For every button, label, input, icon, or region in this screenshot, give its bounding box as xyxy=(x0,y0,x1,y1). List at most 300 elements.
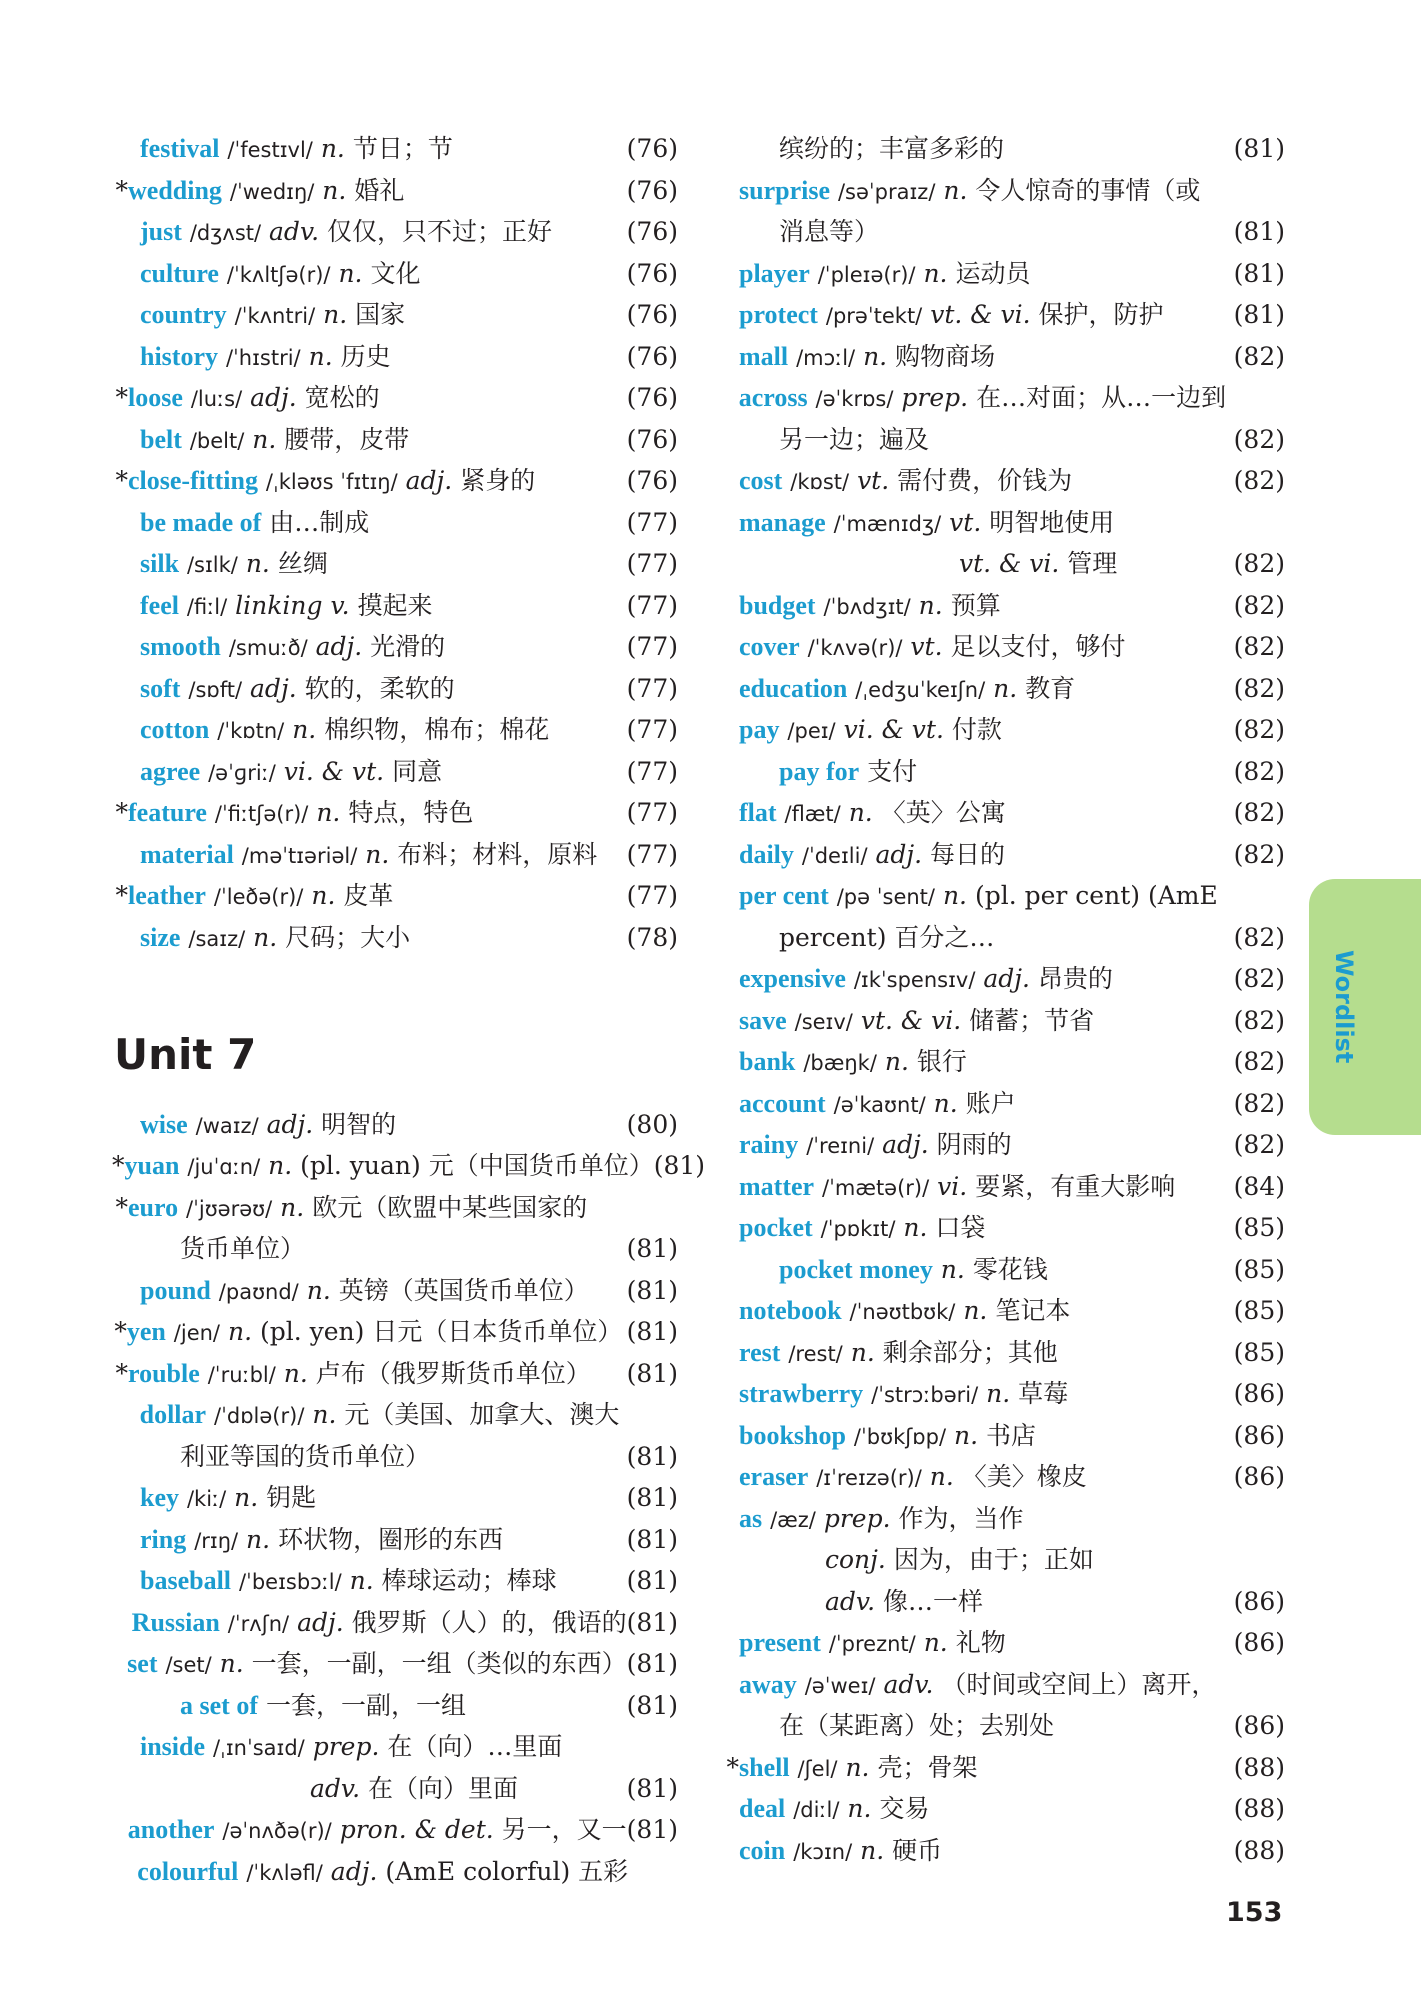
definition: 足以支付，够付 xyxy=(950,632,1126,661)
headword: account xyxy=(739,1088,826,1118)
part-of-speech: n. xyxy=(847,1794,872,1823)
page-reference: (81) xyxy=(653,1151,706,1180)
page-reference: (85) xyxy=(1233,1213,1285,1242)
headword: eraser xyxy=(739,1462,809,1491)
headword: agree xyxy=(140,756,201,786)
page-reference: (76) xyxy=(626,217,678,246)
headword: daily xyxy=(739,839,794,869)
wordlist-entry xyxy=(723,1000,1285,1042)
definition: 环状物，圈形的东西 xyxy=(278,1524,504,1554)
definition: 付款 xyxy=(951,715,1002,744)
part-of-speech: n. xyxy=(292,715,317,744)
headword: another xyxy=(127,1815,215,1844)
page-reference: (81) xyxy=(1233,258,1285,288)
pronunciation: /seɪv/ xyxy=(794,1009,853,1034)
entry-body xyxy=(128,1685,618,1727)
pronunciation: /ʃel/ xyxy=(797,1756,838,1781)
entry-continuation xyxy=(723,917,1285,959)
definition: 一套，一副，一组 xyxy=(265,1690,466,1720)
entry-body xyxy=(739,211,1225,253)
part-of-speech: n. xyxy=(845,1752,870,1782)
definition: (pl. yen) 日元（日本货币单位） xyxy=(259,1317,623,1346)
definition: (pl. per cent) (AmE xyxy=(974,881,1218,910)
wordlist-entry xyxy=(723,460,1285,502)
page-reference: (82) xyxy=(1233,715,1285,744)
wordlist-entry xyxy=(112,1643,678,1685)
entry-continuation xyxy=(112,1228,678,1270)
wordlist-entry xyxy=(112,170,678,212)
entry-body xyxy=(739,917,1225,959)
entry-body xyxy=(128,1726,618,1770)
headword: pound xyxy=(140,1275,211,1305)
pronunciation: /sɒft/ xyxy=(188,677,243,702)
wordlist-entry xyxy=(723,336,1285,378)
page-reference: (88) xyxy=(1233,1752,1285,1782)
wordlist-entry xyxy=(723,958,1285,1000)
part-of-speech: n. xyxy=(252,424,277,454)
pronunciation: /rɪŋ/ xyxy=(194,1528,239,1553)
wordlist-entry xyxy=(723,792,1285,834)
page-reference: (77) xyxy=(626,756,678,786)
page-reference: (81) xyxy=(1233,217,1285,246)
headword: inside xyxy=(140,1732,206,1761)
page-number: 153 xyxy=(1226,1897,1283,1928)
part-of-speech: n. xyxy=(884,1047,909,1076)
wordlist-entry xyxy=(723,1788,1285,1830)
headword: cotton xyxy=(140,715,210,744)
pronunciation: /ˈdɒlə(r)/ xyxy=(214,1404,305,1428)
definition: 明智的 xyxy=(321,1109,397,1139)
headword: a set of xyxy=(180,1690,258,1720)
headword: surprise xyxy=(739,175,830,205)
part-of-speech: prep. xyxy=(312,1732,380,1761)
part-of-speech: prep. xyxy=(823,1503,891,1533)
pronunciation: /jen/ xyxy=(173,1321,221,1345)
pronunciation: /ˈreɪni/ xyxy=(806,1134,875,1158)
pronunciation: /kiː/ xyxy=(186,1487,227,1511)
definition: 光滑的 xyxy=(370,632,446,661)
headword: rest xyxy=(739,1337,781,1367)
part-of-speech: conj. xyxy=(825,1545,886,1574)
definition: 布料；材料，原料 xyxy=(397,839,598,869)
entry-body xyxy=(128,377,618,421)
page-reference: (77) xyxy=(626,881,678,910)
entry-body xyxy=(739,502,1225,546)
part-of-speech: adj. xyxy=(250,383,297,412)
pronunciation: /məˈtɪəriəl/ xyxy=(241,843,358,868)
entry-body xyxy=(128,1353,618,1397)
wordlist-entry xyxy=(723,1207,1285,1249)
headword: silk xyxy=(140,549,180,578)
part-of-speech: n. xyxy=(903,1213,928,1242)
entry-body xyxy=(128,543,618,587)
page-reference: (82) xyxy=(1233,1005,1285,1035)
part-of-speech: n. xyxy=(268,1151,293,1180)
page-reference: (77) xyxy=(626,673,678,703)
definition: 软的，柔软的 xyxy=(304,673,455,703)
wordlist-entry xyxy=(723,1290,1285,1332)
part-of-speech: n. xyxy=(311,881,336,910)
page-reference: (76) xyxy=(626,134,678,163)
entry-body xyxy=(128,294,618,338)
entry-continuation xyxy=(723,1539,1285,1581)
headword: dollar xyxy=(139,1400,207,1429)
headword: across xyxy=(738,383,808,412)
definition: 摸起来 xyxy=(357,590,433,620)
pronunciation: /ˌkləʊs ˈfɪtɪŋ/ xyxy=(265,470,398,494)
part-of-speech: prep. xyxy=(901,383,969,412)
definition: 皮革 xyxy=(343,881,394,910)
definition: 特点，特色 xyxy=(348,798,474,827)
part-of-speech: n. xyxy=(929,1462,954,1491)
definition: 在（向）…里面 xyxy=(387,1732,563,1761)
entry-body xyxy=(739,128,1225,170)
definition: 货币单位） xyxy=(180,1234,306,1263)
entry-body xyxy=(128,1104,618,1148)
left-column xyxy=(112,128,706,1892)
entry-body xyxy=(128,1768,618,1810)
headword: culture xyxy=(140,258,219,288)
wordlist-entry xyxy=(723,1166,1285,1208)
part-of-speech: vi. & vt. xyxy=(843,715,944,744)
entry-continuation xyxy=(723,211,1285,253)
headword: wise xyxy=(140,1109,188,1139)
headword: smooth xyxy=(140,632,221,661)
part-of-speech: n. xyxy=(227,1317,253,1346)
entry-body xyxy=(739,294,1225,338)
entry-body xyxy=(739,460,1225,504)
pronunciation: /ˈhɪstri/ xyxy=(225,345,301,370)
part-of-speech: adj. xyxy=(882,1130,929,1159)
pronunciation: /pə ˈsent/ xyxy=(836,885,935,909)
pronunciation: /səˈpraɪz/ xyxy=(837,179,936,204)
page-reference: (81) xyxy=(626,1566,678,1595)
headword: matter xyxy=(739,1171,815,1201)
entry-body xyxy=(128,1519,618,1563)
entry-body xyxy=(128,1270,618,1314)
headword: protect xyxy=(739,300,818,329)
headword: per cent xyxy=(739,881,829,910)
headword: close-fitting xyxy=(128,466,258,495)
section-side-tab xyxy=(1309,879,1421,1135)
entry-body xyxy=(128,336,618,380)
definition: 每日的 xyxy=(930,839,1006,869)
part-of-speech: n. xyxy=(280,1192,305,1222)
side-tab-label: Wordlist xyxy=(1330,950,1358,1064)
part-of-speech: vt. & vi. xyxy=(930,300,1031,329)
pronunciation: /ˈbʌdʒɪt/ xyxy=(823,594,911,619)
wordlist-entry xyxy=(723,1498,1285,1540)
entry-body xyxy=(739,585,1225,629)
pronunciation: /æz/ xyxy=(770,1507,816,1532)
pronunciation: /smuːð/ xyxy=(228,636,308,660)
headword: mall xyxy=(739,341,789,371)
pronunciation: /kɔɪn/ xyxy=(793,1839,853,1864)
page-reference: (82) xyxy=(1233,922,1285,952)
wordlist-entry xyxy=(112,1519,678,1561)
page-reference: (81) xyxy=(626,1773,678,1803)
entry-continuation xyxy=(723,543,1285,585)
entry-body xyxy=(739,543,1225,585)
part-of-speech: n. xyxy=(943,175,968,205)
page-reference: (76) xyxy=(626,258,678,288)
definition: 在（某距离）处；去别处 xyxy=(779,1711,1055,1740)
wordlist-entry xyxy=(112,875,678,917)
star-marker: * xyxy=(115,881,128,910)
headword: pocket xyxy=(739,1213,813,1242)
entry-body xyxy=(739,170,1225,214)
page-reference: (82) xyxy=(1233,964,1285,993)
headword: size xyxy=(140,922,181,952)
headword: player xyxy=(739,258,810,288)
part-of-speech: adj. xyxy=(875,839,923,869)
wordlist-entry xyxy=(723,1622,1285,1664)
definition: 在（向）里面 xyxy=(367,1773,518,1803)
part-of-speech: n. xyxy=(863,341,888,371)
part-of-speech: n. xyxy=(219,1649,244,1678)
headword: shell xyxy=(739,1752,790,1782)
wordlist-entry xyxy=(112,792,678,834)
page-reference: (88) xyxy=(1233,1835,1285,1865)
part-of-speech: adj. xyxy=(266,1109,314,1139)
definition: 卢布（俄罗斯货币单位） xyxy=(315,1358,591,1388)
entry-body xyxy=(739,253,1225,297)
part-of-speech: n. xyxy=(312,1400,337,1429)
page-reference: (85) xyxy=(1233,1296,1285,1325)
entry-body xyxy=(739,626,1225,670)
entry-body xyxy=(115,1643,627,1687)
entry-continuation xyxy=(723,419,1285,461)
wordlist-entry xyxy=(112,668,678,710)
page-reference: (82) xyxy=(1233,756,1285,786)
entry-body xyxy=(739,419,1225,461)
headword: strawberry xyxy=(739,1379,864,1408)
wordlist-entry xyxy=(723,834,1285,876)
part-of-speech: n. xyxy=(860,1835,885,1865)
star-marker: * xyxy=(115,466,128,495)
entry-body xyxy=(739,1664,1225,1708)
wordlist-entry xyxy=(112,1477,678,1519)
part-of-speech: n. xyxy=(923,1628,948,1657)
definition: 运动员 xyxy=(955,258,1031,288)
part-of-speech: n. xyxy=(283,1358,308,1388)
page-reference: (77) xyxy=(626,632,678,661)
wordlist-entry xyxy=(112,1851,678,1893)
definition: 阴雨的 xyxy=(936,1130,1012,1159)
part-of-speech: n. xyxy=(940,1254,965,1284)
headword: key xyxy=(140,1483,179,1512)
headword: expensive xyxy=(739,964,846,993)
pronunciation: /paʊnd/ xyxy=(218,1279,299,1304)
wordlist-entry xyxy=(723,585,1285,627)
definition: 壳；骨架 xyxy=(877,1752,978,1782)
entry-body xyxy=(128,419,618,463)
page-reference: (77) xyxy=(626,590,678,620)
definition: 丝绸 xyxy=(277,549,328,578)
part-of-speech: vt. xyxy=(949,507,982,537)
definition: 〈美〉橡皮 xyxy=(961,1462,1087,1491)
page-reference: (82) xyxy=(1233,1088,1285,1118)
part-of-speech: n. xyxy=(349,1566,374,1595)
pronunciation: /ˈwedɪŋ/ xyxy=(229,179,315,204)
definition: 令人惊奇的事情（或 xyxy=(975,175,1201,205)
wordlist-entry xyxy=(112,1145,706,1187)
pronunciation: /ˈrʌʃn/ xyxy=(227,1611,290,1636)
part-of-speech: n. xyxy=(918,590,943,620)
entry-body xyxy=(739,1124,1225,1168)
page-reference: (77) xyxy=(626,715,678,744)
pronunciation: /peɪ/ xyxy=(787,719,836,743)
part-of-speech: adj. xyxy=(983,964,1030,993)
headword: pay xyxy=(739,715,780,744)
wordlist-entry xyxy=(723,377,1285,419)
wordlist-entry xyxy=(112,253,678,295)
pronunciation: /ˈmætə(r)/ xyxy=(822,1175,930,1200)
part-of-speech: n. xyxy=(306,1275,331,1305)
entry-body xyxy=(739,1041,1225,1085)
headword: manage xyxy=(739,507,826,537)
page-reference: (81) xyxy=(1233,300,1285,329)
part-of-speech: vi. xyxy=(937,1171,968,1201)
entry-body xyxy=(127,1311,623,1355)
headword: wedding xyxy=(128,175,222,205)
entry-body xyxy=(739,1581,1225,1623)
definition: 硬币 xyxy=(892,1835,943,1865)
definition: 节日；节 xyxy=(352,134,453,163)
page-reference: (88) xyxy=(1233,1794,1285,1823)
entry-body xyxy=(120,1602,627,1646)
unit-heading: Unit 7 xyxy=(114,1029,257,1079)
page-reference: (76) xyxy=(626,341,678,371)
entry-body xyxy=(739,1207,1225,1251)
entry-body xyxy=(128,585,618,629)
wordlist-entry xyxy=(723,1830,1285,1872)
headword: rouble xyxy=(128,1358,200,1388)
page-reference: (77) xyxy=(626,798,678,827)
part-of-speech: n. xyxy=(234,1483,259,1512)
part-of-speech: n. xyxy=(365,839,390,869)
wordlist-entry xyxy=(112,543,678,585)
page-reference: (82) xyxy=(1233,1130,1285,1159)
page-reference: (82) xyxy=(1233,341,1285,371)
definition: 交易 xyxy=(879,1794,930,1823)
page-reference: (82) xyxy=(1233,549,1285,578)
wordlist-entry xyxy=(112,294,678,336)
page-reference: (86) xyxy=(1233,1586,1285,1616)
definition: 紧身的 xyxy=(460,466,536,495)
entry-body xyxy=(739,709,1225,753)
entry-body xyxy=(739,1249,1225,1291)
page-reference: (85) xyxy=(1233,1337,1285,1367)
entry-body xyxy=(739,1373,1225,1417)
star-marker: * xyxy=(114,1317,127,1346)
headword: be made of xyxy=(140,507,262,537)
part-of-speech: vt. xyxy=(910,632,943,661)
part-of-speech: adv. xyxy=(310,1773,361,1803)
wordlist-entry xyxy=(112,1187,678,1229)
definition: 剩余部分；其他 xyxy=(882,1337,1058,1367)
headword: away xyxy=(739,1669,797,1699)
entry-body xyxy=(739,1705,1225,1747)
entry-body xyxy=(739,1332,1225,1376)
wordlist-entry xyxy=(723,1083,1285,1125)
pronunciation: /prəˈtekt/ xyxy=(825,304,923,328)
page-reference: (82) xyxy=(1233,632,1285,661)
part-of-speech: vt. & vi. xyxy=(860,1005,962,1035)
definition: (AmE colorful) 五彩 xyxy=(385,1856,629,1886)
pronunciation: /ˈkʌltʃə(r)/ xyxy=(226,262,331,287)
headword: euro xyxy=(128,1192,179,1222)
entry-body xyxy=(128,502,618,544)
wordlist-entry xyxy=(112,709,678,751)
pronunciation: /ˈbʊkʃɒp/ xyxy=(853,1424,947,1449)
page-reference: (86) xyxy=(1233,1628,1285,1657)
definition: 俄罗斯（人）的，俄语的 xyxy=(351,1607,627,1637)
definition: 另一，又一 xyxy=(501,1815,627,1844)
page-reference: (76) xyxy=(626,466,678,495)
entry-body xyxy=(116,1809,627,1853)
headword: pay for xyxy=(779,756,860,786)
pronunciation: /saɪz/ xyxy=(188,926,246,951)
pronunciation: /mɔːl/ xyxy=(796,345,856,370)
wordlist-entry xyxy=(723,1747,1285,1789)
definition: 购物商场 xyxy=(895,341,996,371)
page-reference: (85) xyxy=(1233,1254,1285,1284)
entry-body xyxy=(128,170,618,214)
part-of-speech: adv. xyxy=(883,1669,934,1699)
headword: yuan xyxy=(124,1151,180,1180)
entry-continuation xyxy=(112,1768,678,1810)
headword: Russian xyxy=(131,1607,220,1637)
entry-body xyxy=(128,460,618,504)
wordlist-entry xyxy=(723,253,1285,295)
headword: flat xyxy=(739,798,777,827)
part-of-speech: adj. xyxy=(297,1607,344,1637)
definition: 保护，防护 xyxy=(1038,300,1164,329)
part-of-speech: n. xyxy=(246,1524,271,1554)
entry-body xyxy=(739,1788,1225,1832)
wordlist-entry xyxy=(723,626,1285,668)
entry-body xyxy=(128,709,618,753)
page-reference: (81) xyxy=(626,1649,678,1678)
entry-continuation xyxy=(723,1581,1285,1623)
part-of-speech: linking v. xyxy=(235,590,350,620)
pronunciation: /set/ xyxy=(165,1653,212,1677)
definition: 〈英〉公寓 xyxy=(880,798,1006,827)
wordlist-entry xyxy=(723,1249,1285,1291)
page-reference: (81) xyxy=(626,1607,678,1637)
page-reference: (81) xyxy=(626,1524,678,1554)
headword: leather xyxy=(128,881,206,910)
part-of-speech: n. xyxy=(933,1088,958,1118)
entry-body xyxy=(125,1145,654,1189)
part-of-speech: n. xyxy=(245,549,270,578)
pronunciation: /ˈfiːtʃə(r)/ xyxy=(214,802,309,826)
pronunciation: /belt/ xyxy=(189,428,245,453)
definition: 需付费，价钱为 xyxy=(897,466,1073,495)
wordlist-entry xyxy=(723,668,1285,710)
headword: set xyxy=(127,1649,158,1678)
star-marker: * xyxy=(115,1358,128,1388)
entry-body xyxy=(739,1456,1225,1500)
definition: 钥匙 xyxy=(266,1483,317,1512)
wordlist-entry xyxy=(112,1685,678,1727)
definition: 利亚等国的货币单位） xyxy=(180,1441,431,1471)
headword: cover xyxy=(739,632,800,661)
part-of-speech: n. xyxy=(942,881,968,910)
part-of-speech: n. xyxy=(850,1337,875,1367)
spacer xyxy=(112,958,678,1000)
